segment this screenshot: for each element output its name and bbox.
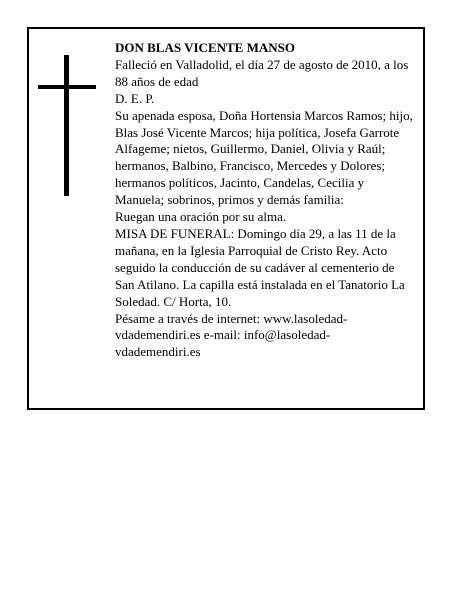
- death-notice: Falleció en Valladolid, el día 27 de agosto de 2010, a los 88 años de edad: [115, 56, 409, 89]
- deceased-name: DON BLAS VICENTE MANSO: [115, 40, 295, 55]
- family-list: Su apenada esposa, Doña Hortensia Marcos Ramos; hijo, Blas José Vicente Marcos; hija política, Josefa Garrote Alfageme; nietos, Guillermo, Daniel, Olivia y Raúl; hermanos, Balbino, Francisco, Mercedes y Dolores; hermanos políticos, Jacinto, Candelas, Cecilia y Manuela; sobrinos, primos y demás familia:: [115, 107, 413, 208]
- cross-icon: [64, 55, 69, 196]
- condolences-contact: Pésame a través de internet: www.lasoledad-vdademendiri.es e-mail: info@lasoledad-vdademendiri.es: [115, 310, 348, 360]
- obituary-text: [115, 40, 415, 361]
- funeral-details: MISA DE FUNERAL: Domingo día 29, a las 11 de la mañana, en la Iglesia Parroquial de Cristo Rey. Acto seguido la conducción de su cadáver al cementerio de San Atilano. La capilla está instalada en el Tanatorio La Soledad. C/ Horta, 10.: [115, 225, 405, 309]
- prayer-request: Ruegan una oración por su alma.: [115, 209, 287, 225]
- cross-icon-crossbar: [38, 85, 96, 89]
- rip-abbreviation: D. E. P.: [115, 90, 155, 106]
